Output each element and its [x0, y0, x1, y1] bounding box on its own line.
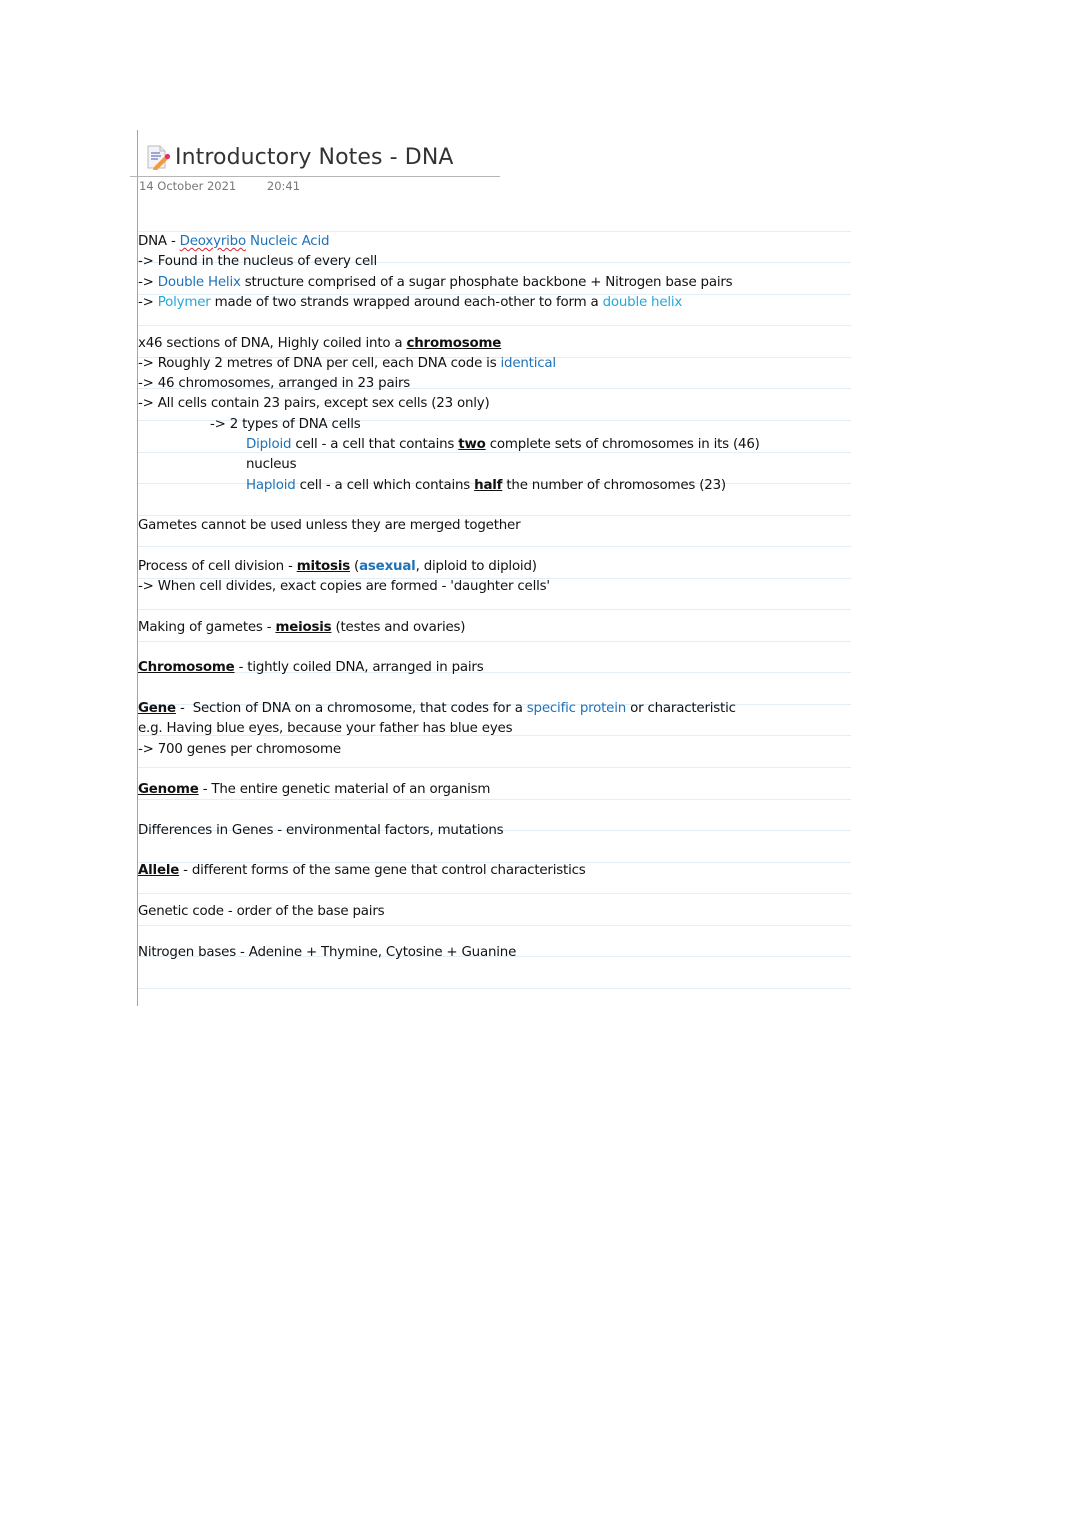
note-line-dna — [138, 232, 329, 252]
note-line — [138, 699, 736, 719]
rule-line — [137, 546, 851, 547]
ruled-lines — [137, 0, 851, 1527]
text: e.g. Having blue eyes, because your father has blue eyes — [138, 721, 513, 737]
page-time: 20:41 — [266, 179, 301, 193]
term-allele: Allele — [138, 863, 180, 879]
term-double-helix: Double Helix — [157, 274, 241, 290]
rule-line — [137, 988, 851, 989]
text: -> All cells contain 23 pairs, except sex cells (23 only) — [138, 396, 490, 412]
text: complete sets of chromosomes in its (46) — [485, 437, 760, 452]
note-line — [138, 252, 377, 272]
term-polymer: Polymer — [157, 294, 211, 310]
note-line — [246, 476, 726, 496]
text: -> Roughly 2 metres of DNA per cell, each DNA code is — [138, 355, 501, 371]
term-haploid: Haploid — [246, 477, 296, 493]
note-line — [138, 374, 410, 394]
text: (testes and ovaries) — [331, 619, 466, 635]
term-specific-protein: specific protein — [526, 700, 627, 716]
text: the number of chromosomes (23) — [502, 477, 726, 493]
rule-line — [137, 925, 851, 926]
page-date: 14 October 2021 — [139, 179, 237, 193]
note-line — [138, 354, 556, 374]
text: or characteristic — [626, 700, 736, 716]
text: Making of gametes - — [138, 619, 276, 635]
text: DNA - — [138, 234, 180, 249]
text: , diploid to diploid) — [415, 558, 537, 574]
note-line — [138, 618, 465, 638]
note-line — [138, 719, 512, 739]
term-half: half — [474, 477, 503, 493]
note-line — [138, 861, 586, 881]
rule-line — [137, 893, 851, 894]
text: - Section of DNA on a chromosome, that codes for a — [175, 700, 527, 716]
term-asexual: asexual — [359, 558, 416, 574]
text: -> — [138, 294, 158, 310]
note-line — [246, 435, 760, 455]
page-title-row — [145, 142, 454, 172]
note-line — [138, 821, 503, 841]
term-chromosome: Chromosome — [138, 660, 235, 676]
text: - The entire genetic material of an organism — [198, 782, 491, 798]
term-nucleic-acid: Nucleic Acid — [245, 234, 330, 249]
page-metadata — [139, 179, 300, 193]
rule-line — [137, 609, 851, 610]
text: cell - a cell that contains — [291, 437, 459, 452]
text: made of two strands wrapped around each-other to form a — [210, 294, 603, 310]
text: x46 sections of DNA, Highly coiled into a — [138, 335, 407, 351]
text: Gametes cannot be used unless they are merged together — [138, 518, 521, 534]
note-line — [138, 577, 550, 597]
text: -> When cell divides, exact copies are formed - 'daughter cells' — [138, 579, 550, 595]
rule-line — [137, 767, 851, 768]
title-underline — [130, 176, 500, 177]
term-genome: Genome — [138, 782, 199, 798]
term-identical: identical — [500, 355, 556, 371]
note-line — [246, 455, 296, 475]
note-line — [138, 334, 501, 354]
note-line — [138, 902, 384, 922]
text: cell - a cell which contains — [295, 477, 475, 493]
text: -> 46 chromosomes, arranged in 23 pairs — [138, 376, 411, 392]
rule-line — [137, 641, 851, 642]
term-two: two — [458, 437, 486, 452]
note-line — [138, 943, 516, 963]
text: - tightly coiled DNA, arranged in pairs — [234, 660, 484, 676]
page-title[interactable]: Introductory Notes - DNA — [175, 144, 454, 170]
note-line — [138, 273, 732, 293]
text: structure comprised of a sugar phosphate backbone + Nitrogen base pairs — [240, 274, 733, 290]
term-gene: Gene — [138, 700, 176, 716]
rule-line — [137, 325, 851, 326]
text: -> Found in the nucleus of every cell — [138, 254, 378, 270]
text: Process of cell division - — [138, 558, 297, 574]
text: ( — [349, 558, 360, 574]
note-line — [138, 740, 341, 760]
note-line — [138, 780, 490, 800]
term-meiosis: meiosis — [275, 619, 332, 635]
note-line — [138, 293, 682, 313]
note-line — [138, 394, 490, 414]
note-line — [210, 415, 361, 435]
term-deoxyribo: Deoxyribo — [179, 234, 246, 249]
text: -> 700 genes per chromosome — [138, 741, 341, 757]
text: -> 2 types of DNA cells — [210, 416, 361, 432]
text: Nitrogen bases - Adenine + Thymine, Cytosine + Guanine — [138, 944, 517, 960]
text: nucleus — [246, 457, 297, 473]
note-line — [138, 516, 520, 536]
text: - different forms of the same gene that control characteristics — [179, 863, 586, 879]
term-double-helix: double helix — [602, 294, 683, 310]
note-line — [138, 658, 484, 678]
text: -> — [138, 274, 158, 290]
text: Genetic code - order of the base pairs — [138, 903, 385, 919]
note-line — [138, 557, 537, 577]
term-diploid: Diploid — [246, 437, 292, 452]
term-mitosis: mitosis — [296, 558, 350, 574]
term-chromosome: chromosome — [406, 335, 502, 351]
page-edit-icon — [145, 144, 171, 170]
text: Differences in Genes - environmental factors, mutations — [138, 822, 504, 838]
